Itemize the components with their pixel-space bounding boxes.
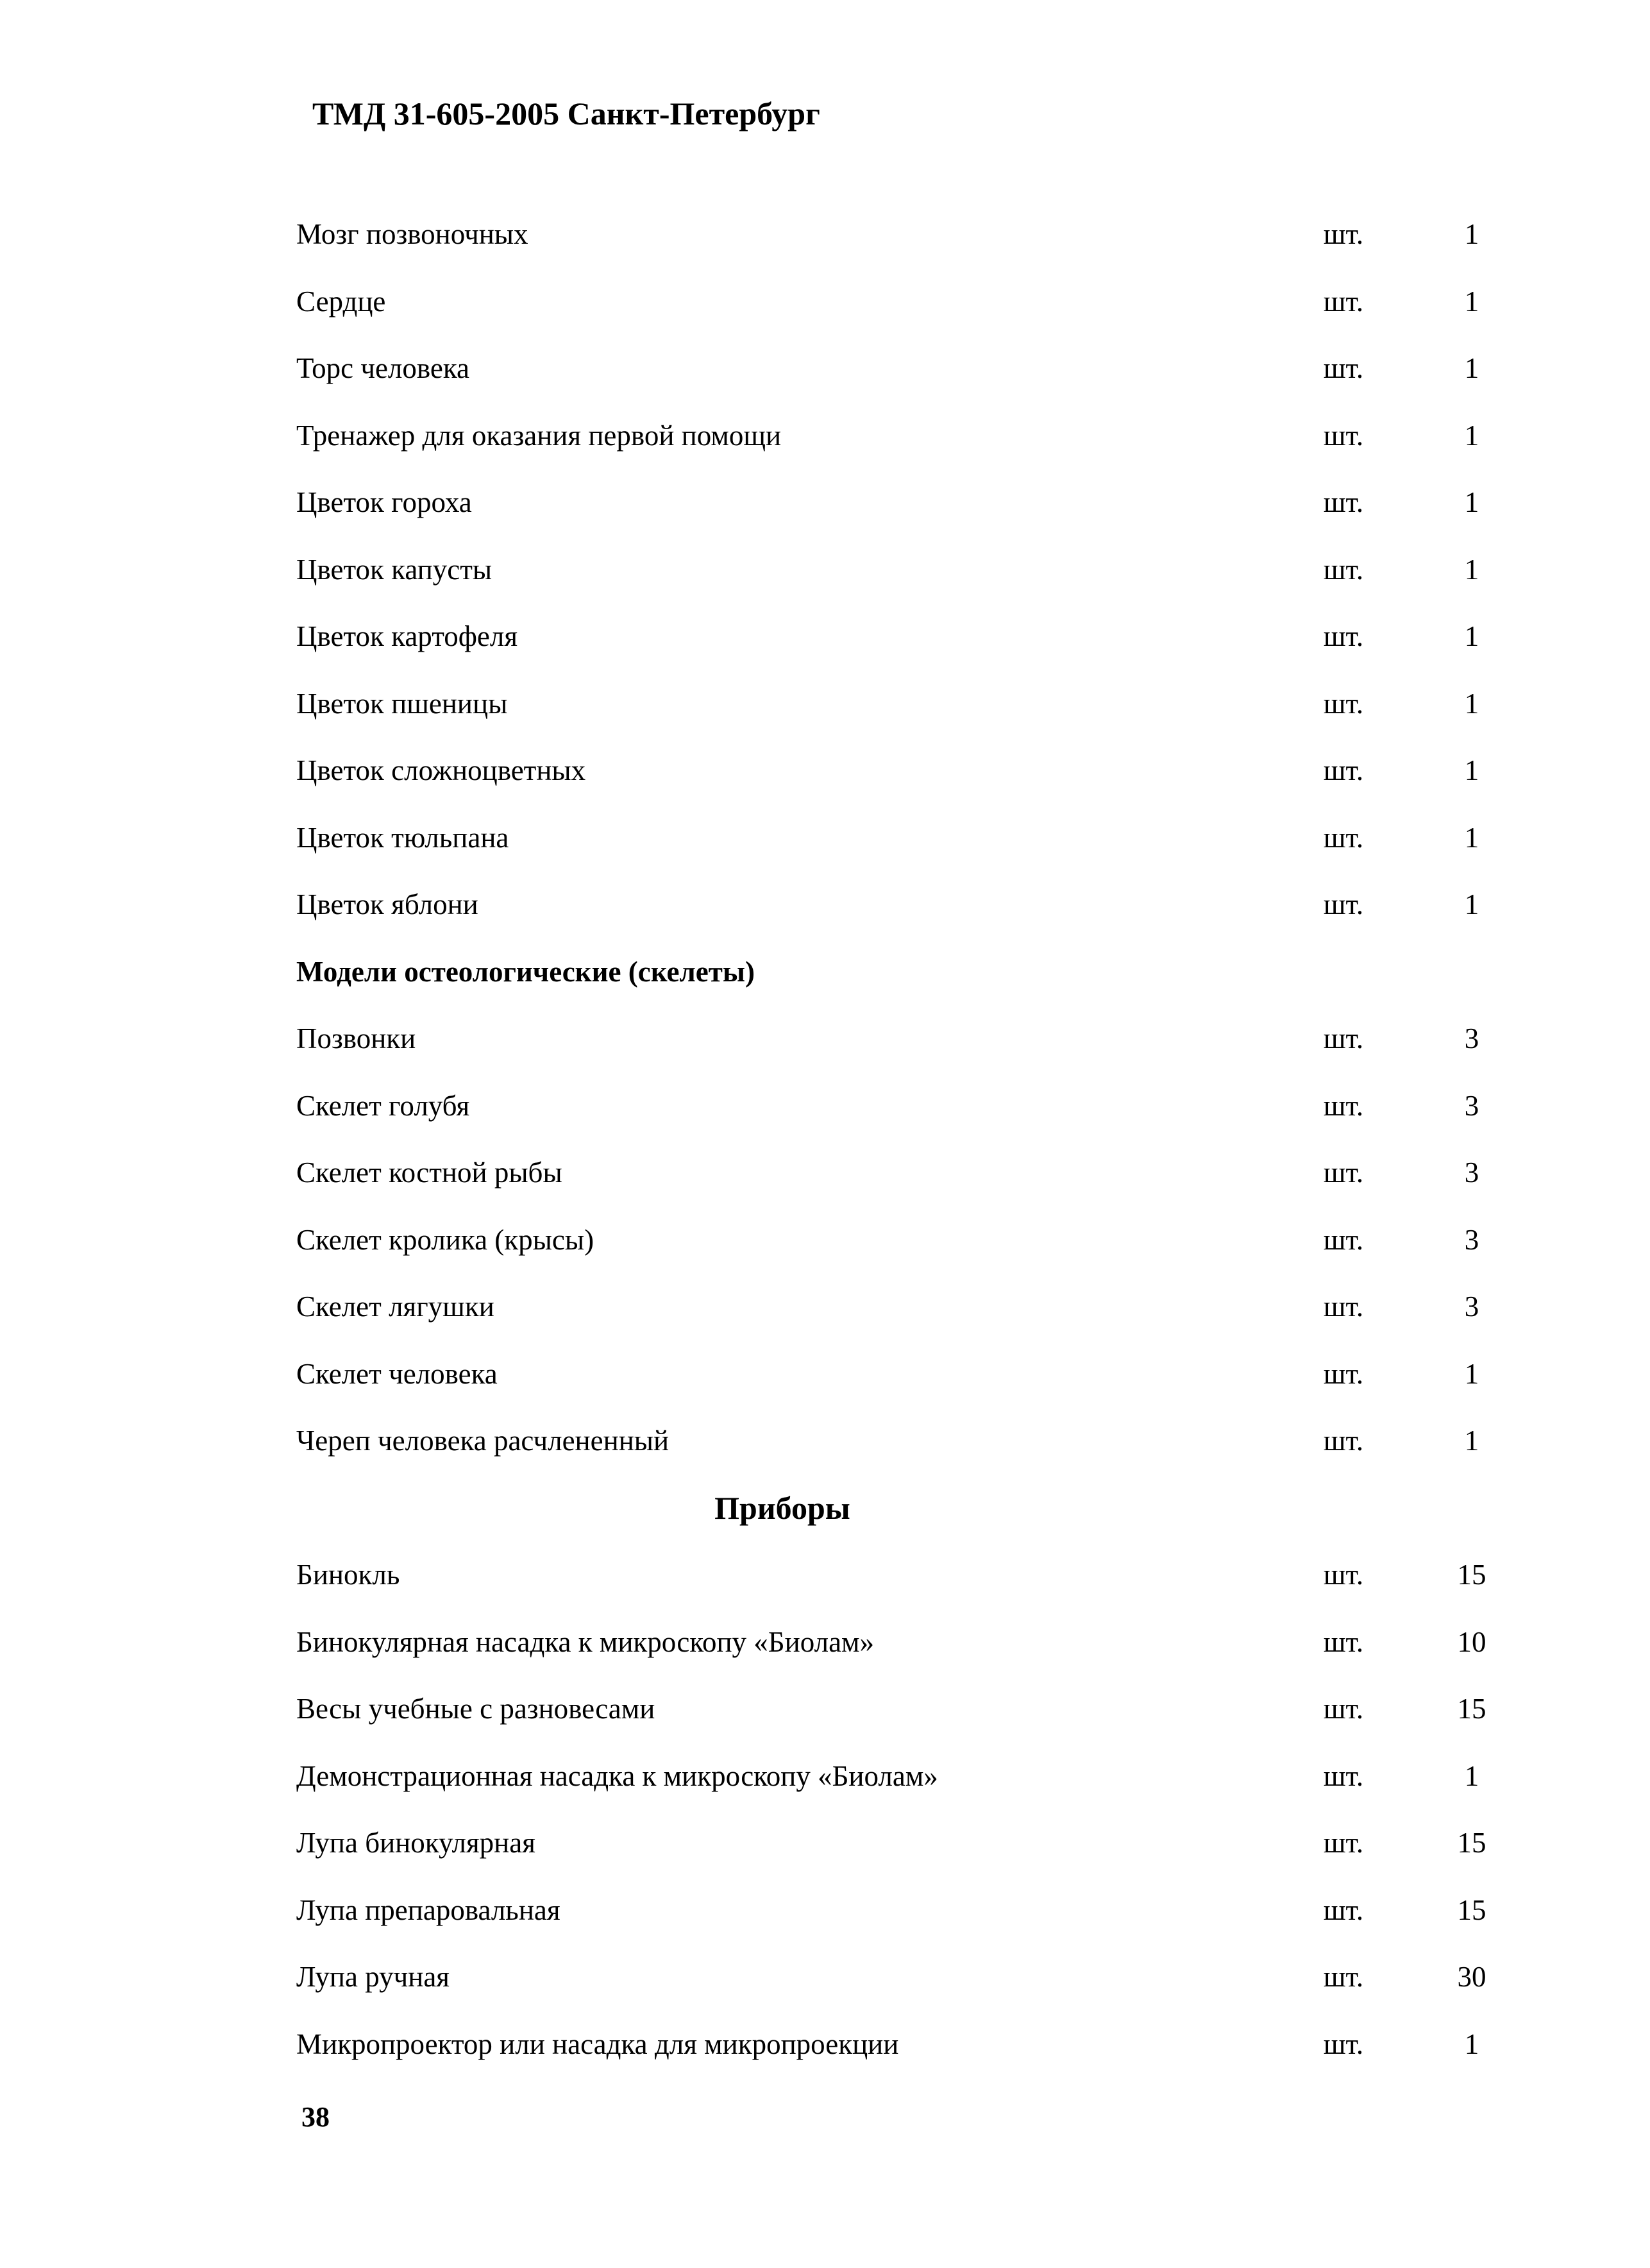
item-name: Весы учебные с разновесами — [296, 1693, 655, 1725]
item-name: Тренажер для оказания первой помощи — [296, 419, 782, 452]
list-item — [0, 205, 1650, 263]
item-unit: шт. — [1323, 1961, 1364, 1993]
item-quantity: 1 — [1464, 620, 1479, 652]
list-item — [0, 1144, 1650, 1201]
item-name: Цветок капусты — [296, 554, 492, 586]
item-quantity: 3 — [1464, 1224, 1479, 1256]
item-name: Скелет костной рыбы — [296, 1156, 562, 1189]
item-unit: шт. — [1323, 1291, 1364, 1323]
list-item — [0, 1278, 1650, 1335]
item-quantity: 1 — [1464, 2028, 1479, 2060]
item-unit: шт. — [1323, 2028, 1364, 2060]
list-item — [0, 876, 1650, 933]
item-name: Цветок картофеля — [296, 620, 518, 652]
item-unit: шт. — [1323, 1224, 1364, 1256]
item-name: Демонстрационная насадка к микроскопу «Биолам» — [296, 1760, 938, 1792]
list-item — [0, 1211, 1650, 1269]
item-quantity: 1 — [1464, 1358, 1479, 1390]
item-quantity: 3 — [1464, 1090, 1479, 1122]
item-unit: шт. — [1323, 1693, 1364, 1725]
item-unit: шт. — [1323, 754, 1364, 786]
item-name: Мозг позвоночных — [296, 218, 528, 250]
item-unit: шт. — [1323, 822, 1364, 854]
item-unit: шт. — [1323, 1156, 1364, 1189]
item-name: Цветок пшеницы — [296, 688, 508, 720]
item-quantity: 1 — [1464, 218, 1479, 250]
document-header: ТМД 31-605-2005 Санкт-Петербург — [312, 96, 820, 131]
item-name: Лупа бинокулярная — [296, 1827, 535, 1859]
list-item — [0, 1814, 1650, 1872]
item-quantity: 3 — [1464, 1156, 1479, 1189]
list-item — [0, 1881, 1650, 1939]
list-item — [0, 1345, 1650, 1403]
item-unit: шт. — [1323, 688, 1364, 720]
item-name: Лупа препаровальная — [296, 1894, 560, 1926]
item-quantity: 1 — [1464, 888, 1479, 920]
list-item — [0, 1546, 1650, 1604]
list-item — [0, 2015, 1650, 2073]
list-item — [0, 339, 1650, 397]
list-item — [0, 1613, 1650, 1671]
item-name: Череп человека расчлененный — [296, 1425, 669, 1457]
list-item — [0, 541, 1650, 598]
item-unit: шт. — [1323, 1827, 1364, 1859]
item-name: Цветок гороха — [296, 486, 472, 518]
item-quantity: 15 — [1457, 1693, 1486, 1725]
item-unit: шт. — [1323, 218, 1364, 250]
item-unit: шт. — [1323, 352, 1364, 384]
item-name: Скелет лягушки — [296, 1291, 494, 1323]
item-name: Цветок сложноцветных — [296, 754, 586, 786]
item-quantity: 1 — [1464, 486, 1479, 518]
list-item — [0, 741, 1650, 799]
item-unit: шт. — [1323, 1626, 1364, 1658]
list-item — [0, 273, 1650, 330]
item-name: Цветок яблони — [296, 888, 478, 920]
item-name: Цветок тюльпана — [296, 822, 509, 854]
item-quantity: 15 — [1457, 1827, 1486, 1859]
item-quantity: 1 — [1464, 554, 1479, 586]
item-unit: шт. — [1323, 1760, 1364, 1792]
list-item — [0, 1747, 1650, 1805]
item-unit: шт. — [1323, 1894, 1364, 1926]
list-item — [0, 1680, 1650, 1738]
item-quantity: 1 — [1464, 1760, 1479, 1792]
list-item — [0, 1077, 1650, 1135]
item-unit: шт. — [1323, 1090, 1364, 1122]
item-unit: шт. — [1323, 1559, 1364, 1591]
item-quantity: 1 — [1464, 285, 1479, 317]
item-quantity: 1 — [1464, 754, 1479, 786]
list-item — [0, 1948, 1650, 2006]
item-unit: шт. — [1323, 1358, 1364, 1390]
item-unit: шт. — [1323, 620, 1364, 652]
item-quantity: 1 — [1464, 352, 1479, 384]
item-quantity: 1 — [1464, 688, 1479, 720]
item-quantity: 3 — [1464, 1022, 1479, 1054]
item-name: Торс человека — [296, 352, 469, 384]
item-quantity: 3 — [1464, 1291, 1479, 1323]
subsection-heading: Модели остеологические (скелеты) — [296, 956, 755, 988]
list-item — [0, 407, 1650, 464]
item-name: Скелет кролика (крысы) — [296, 1224, 594, 1256]
item-quantity: 1 — [1464, 822, 1479, 854]
section-heading: Приборы — [714, 1490, 850, 1526]
item-unit: шт. — [1323, 419, 1364, 452]
item-name: Сердце — [296, 285, 386, 317]
list-item — [0, 809, 1650, 867]
list-item — [0, 473, 1650, 531]
item-unit: шт. — [1323, 1425, 1364, 1457]
item-name: Скелет человека — [296, 1358, 498, 1390]
item-name: Скелет голубя — [296, 1090, 470, 1122]
item-unit: шт. — [1323, 1022, 1364, 1054]
item-name: Бинокулярная насадка к микроскопу «Биолам» — [296, 1626, 875, 1658]
list-item — [0, 607, 1650, 665]
item-quantity: 30 — [1457, 1961, 1486, 1993]
page-number: 38 — [301, 2101, 330, 2133]
item-unit: шт. — [1323, 486, 1364, 518]
item-name: Позвонки — [296, 1022, 416, 1054]
item-unit: шт. — [1323, 554, 1364, 586]
list-item — [0, 1412, 1650, 1469]
item-name: Лупа ручная — [296, 1961, 450, 1993]
list-item — [0, 675, 1650, 732]
item-quantity: 15 — [1457, 1559, 1486, 1591]
item-quantity: 15 — [1457, 1894, 1486, 1926]
item-quantity: 1 — [1464, 1425, 1479, 1457]
item-name: Бинокль — [296, 1559, 400, 1591]
item-unit: шт. — [1323, 888, 1364, 920]
item-quantity: 10 — [1457, 1626, 1486, 1658]
item-name: Микропроектор или насадка для микропроекции — [296, 2028, 899, 2060]
item-quantity: 1 — [1464, 419, 1479, 452]
list-item — [0, 1010, 1650, 1067]
item-unit: шт. — [1323, 285, 1364, 317]
